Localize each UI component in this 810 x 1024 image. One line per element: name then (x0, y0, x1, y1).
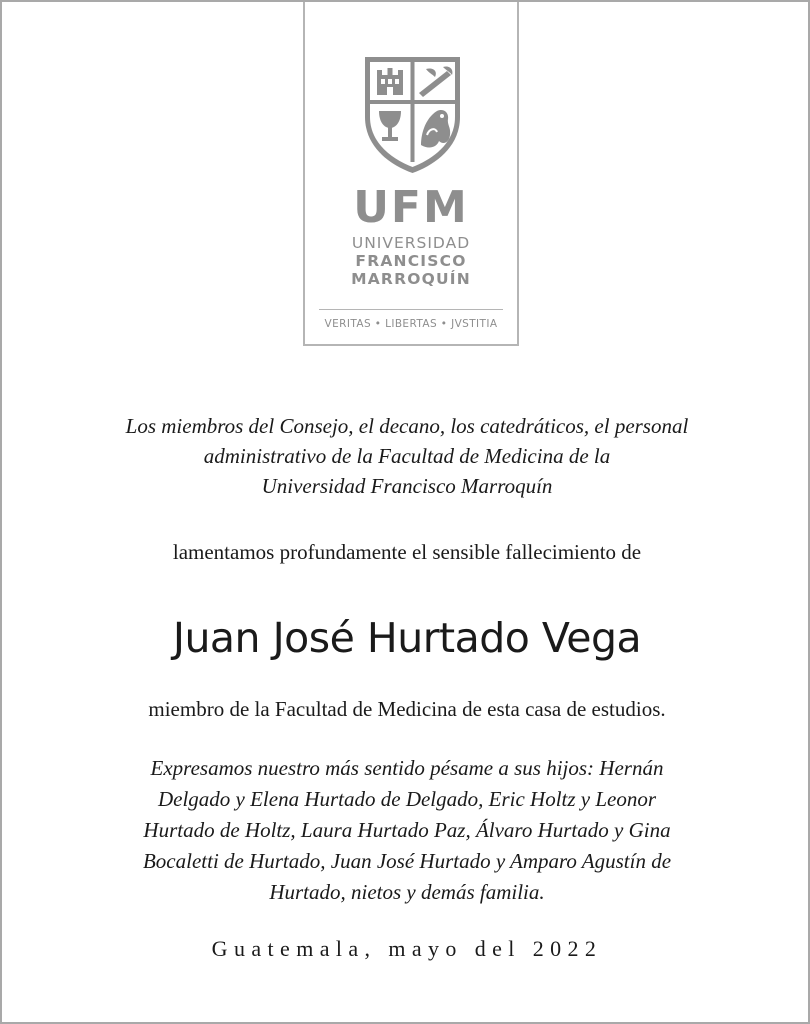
condolence-line: Delgado y Elena Hurtado de Delgado, Eric Holtz y Leonor (157, 787, 657, 811)
condolence-line: Bocaletti de Hurtado, Juan José Hurtado y Amparo Agustín de (142, 849, 672, 873)
intro-line: administrativo de la Facultad de Medicina de la (203, 444, 611, 468)
condolence-paragraph (42, 753, 772, 908)
place-date: Guatemala, mayo del 2022 (211, 936, 603, 961)
logo-line-universidad: UNIVERSIDAD (351, 234, 471, 252)
condolence-line: Hurtado de Holtz, Laura Hurtado Paz, Álvaro Hurtado y Gina (143, 818, 671, 842)
motto-divider (319, 309, 503, 310)
ufm-shield-icon (363, 55, 462, 175)
intro-line: Los miembros del Consejo, el decano, los catedráticos, el personal (125, 414, 689, 438)
lament-line: lamentamos profundamente el sensible fallecimiento de (172, 540, 642, 564)
logo-acronym: UFM (353, 182, 469, 233)
logo-line-francisco: FRANCISCO (355, 252, 467, 270)
intro-line: Universidad Francisco Marroquín (261, 474, 553, 498)
condolence-line: Expresamos nuestro más sentido pésame a sus hijos: Hernán (150, 756, 664, 780)
ufm-logo-panel (303, 2, 519, 346)
intro-paragraph (42, 411, 772, 501)
deceased-name: Juan José Hurtado Vega (172, 614, 642, 662)
member-line: miembro de la Facultad de Medicina de esta casa de estudios. (148, 697, 666, 721)
condolence-line: Hurtado, nietos y demás familia. (269, 880, 545, 904)
logo-motto: VERITAS • LIBERTAS • JVSTITIA (324, 318, 498, 330)
logo-line-marroquin: MARROQUÍN (351, 270, 471, 288)
